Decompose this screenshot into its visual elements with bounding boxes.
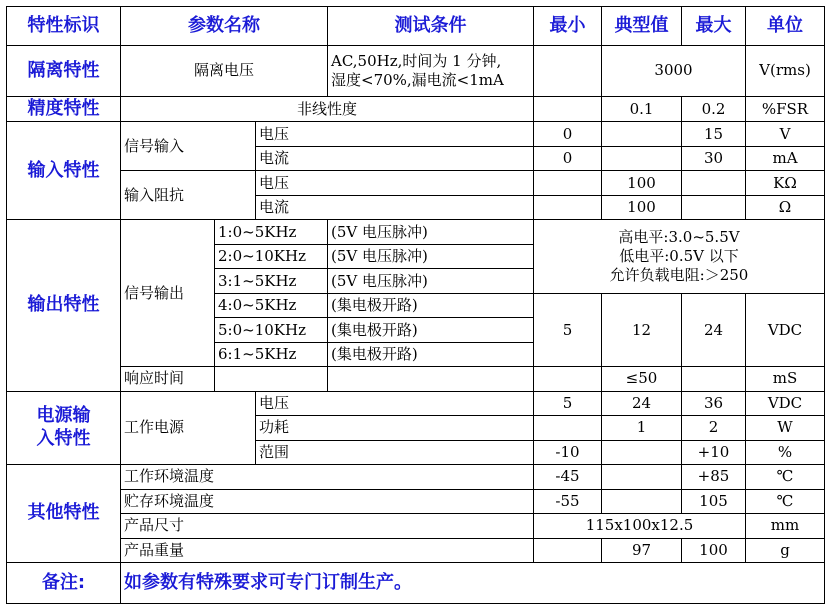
other-category: 其他特性 [7,465,121,563]
output-option-range: 4:0~5KHz [215,293,328,317]
output-option-mode: (5V 电压脉冲) [328,269,534,293]
isolation-typ: 3000 [602,45,746,96]
power-range-min: -10 [534,440,602,464]
input-category: 输入特性 [7,122,121,220]
header-category: 特性标识 [7,7,121,46]
header-param: 参数名称 [121,7,328,46]
operating-temp-typ [602,465,682,489]
isolation-category: 隔离特性 [7,45,121,96]
output-category: 输出特性 [7,220,121,391]
impedance-voltage-typ: 100 [602,171,682,195]
signal-input-voltage-min: 0 [534,122,602,146]
size-unit: mm [746,514,825,538]
response-time-condition [328,367,534,391]
header-row [7,7,825,46]
accuracy-max: 0.2 [682,96,746,122]
operating-temp-min: -45 [534,465,602,489]
signal-output-label: 信号输出 [121,220,215,367]
storage-temp-label: 贮存环境温度 [121,489,534,513]
output-level-low: 低电平:0.5V 以下 [619,247,739,266]
power-voltage-min: 5 [534,391,602,415]
signal-input-current-typ [602,146,682,170]
isolation-unit: V(rms) [746,45,825,96]
impedance-current-typ: 100 [602,195,682,219]
impedance-current-min [534,195,602,219]
output-level-high: 高电平:3.0~5.5V [618,228,740,247]
power-range-max: +10 [682,440,746,464]
note-row [7,563,825,604]
power-range-typ [602,440,682,464]
output-option-range: 3:1~5KHz [215,269,328,293]
power-voltage-row [7,391,825,415]
signal-input-current-min: 0 [534,146,602,170]
output-option-row [7,220,825,244]
isolation-voltage-label: 隔离电压 [121,45,328,96]
power-category-line2: 入特性 [36,427,91,449]
isolation-condition-line1: AC,50Hz,时间为 1 分钟, [331,52,502,71]
input-impedance-label: 输入阻抗 [121,171,256,220]
impedance-voltage-label: 电压 [256,171,534,195]
impedance-voltage-max [682,171,746,195]
power-consumption-unit: W [746,416,825,440]
weight-row [7,538,825,562]
output-option-mode: (集电极开路) [328,342,534,366]
output-levels [534,220,825,293]
weight-label: 产品重量 [121,538,534,562]
header-condition: 测试条件 [328,7,534,46]
signal-input-current-unit: mA [746,146,825,170]
signal-input-current-max: 30 [682,146,746,170]
response-time-max [682,367,746,391]
storage-temp-typ [602,489,682,513]
input-voltage-row [7,122,825,146]
power-category [7,391,121,464]
impedance-current-unit: Ω [746,195,825,219]
weight-typ: 97 [602,538,682,562]
isolation-condition [328,45,534,96]
weight-unit: g [746,538,825,562]
header-min: 最小 [534,7,602,46]
output-option-mode: (集电极开路) [328,318,534,342]
power-consumption-label: 功耗 [256,416,534,440]
output-oc-max: 24 [682,293,746,366]
size-row [7,514,825,538]
power-consumption-min [534,416,602,440]
output-option-mode: (5V 电压脉冲) [328,220,534,244]
output-oc-min: 5 [534,293,602,366]
output-option-range: 1:0~5KHz [215,220,328,244]
power-consumption-typ: 1 [602,416,682,440]
weight-min [534,538,602,562]
isolation-min [534,45,602,96]
signal-input-current-label: 电流 [256,146,534,170]
output-option-mode: (集电极开路) [328,293,534,317]
power-voltage-unit: VDC [746,391,825,415]
header-unit: 单位 [746,7,825,46]
operating-temp-label: 工作环境温度 [121,465,534,489]
output-option-range: 6:1~5KHz [215,342,328,366]
size-label: 产品尺寸 [121,514,534,538]
impedance-voltage-min [534,171,602,195]
response-time-unit: mS [746,367,825,391]
operating-temp-max: +85 [682,465,746,489]
output-oc-unit: VDC [746,293,825,366]
weight-max: 100 [682,538,746,562]
header-typ: 典型值 [602,7,682,46]
operating-temp-unit: ℃ [746,465,825,489]
accuracy-min [534,96,602,122]
impedance-voltage-row [7,171,825,195]
power-voltage-label: 电压 [256,391,534,415]
impedance-current-label: 电流 [256,195,534,219]
nonlinearity-label: 非线性度 [121,96,534,122]
accuracy-unit: %FSR [746,96,825,122]
power-category-line1: 电源输 [36,405,91,427]
isolation-row [7,45,825,96]
accuracy-category: 精度特性 [7,96,121,122]
signal-input-voltage-max: 15 [682,122,746,146]
storage-temp-row [7,489,825,513]
storage-temp-max: 105 [682,489,746,513]
signal-input-label: 信号输入 [121,122,256,171]
size-value: 115x100x12.5 [534,514,746,538]
note-label: 备注: [7,563,121,604]
response-time-min [534,367,602,391]
power-range-label: 范围 [256,440,534,464]
response-time-row [7,367,825,391]
power-voltage-typ: 24 [602,391,682,415]
signal-input-voltage-typ [602,122,682,146]
storage-temp-unit: ℃ [746,489,825,513]
power-range-unit: % [746,440,825,464]
accuracy-row [7,96,825,122]
operating-temp-row [7,465,825,489]
impedance-voltage-unit: KΩ [746,171,825,195]
note-text: 如参数有特殊要求可专门订制生产。 [121,563,825,604]
response-time-typ: ≤50 [602,367,682,391]
power-voltage-max: 36 [682,391,746,415]
working-power-label: 工作电源 [121,391,256,464]
response-time-label: 响应时间 [121,367,215,391]
output-oc-typ: 12 [602,293,682,366]
signal-input-voltage-unit: V [746,122,825,146]
response-time-blank [215,367,328,391]
output-option-range: 5:0~10KHz [215,318,328,342]
storage-temp-min: -55 [534,489,602,513]
signal-input-voltage-label: 电压 [256,122,534,146]
spec-table [6,6,825,604]
header-max: 最大 [682,7,746,46]
impedance-current-max [682,195,746,219]
accuracy-typ: 0.1 [602,96,682,122]
output-level-load: 允许负载电阻:＞250 [609,265,749,284]
isolation-condition-line2: 湿度<70%,漏电流<1mA [331,70,504,89]
output-option-range: 2:0~10KHz [215,244,328,268]
output-option-mode: (5V 电压脉冲) [328,244,534,268]
power-consumption-max: 2 [682,416,746,440]
